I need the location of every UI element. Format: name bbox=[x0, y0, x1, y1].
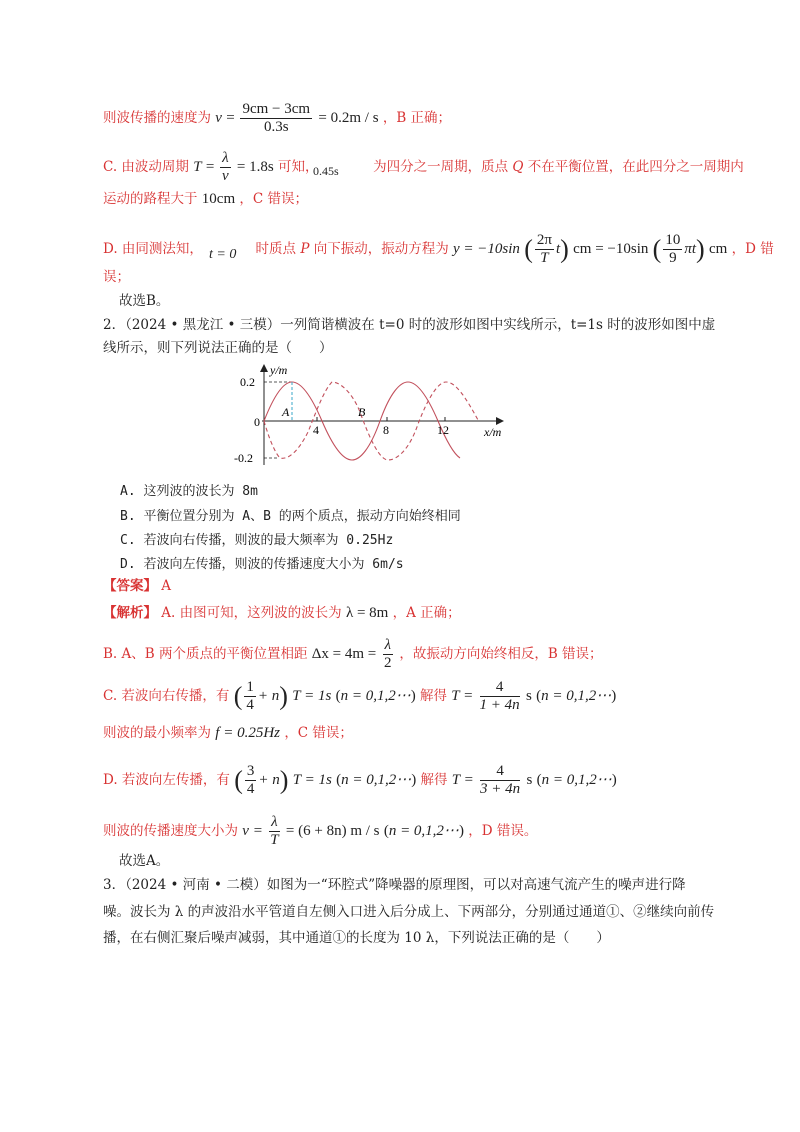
text: 则波的最小频率为 bbox=[103, 725, 211, 741]
y-tick-zero: 0 bbox=[254, 415, 260, 429]
text: 时质点 bbox=[255, 241, 297, 257]
point-B-label: B bbox=[358, 405, 366, 419]
omega-fraction bbox=[535, 232, 554, 267]
text: 不在平衡位置，在此四分之一周期内 bbox=[527, 159, 744, 175]
y-axis-arrow bbox=[260, 364, 268, 372]
wave-figure bbox=[228, 362, 518, 472]
text: ，C 错误； bbox=[239, 191, 309, 207]
q2-conclusion bbox=[119, 851, 169, 871]
text: 可知， bbox=[277, 159, 319, 175]
time-zero: t = 0 bbox=[209, 247, 237, 262]
answer-tag: 【答案】 bbox=[103, 578, 157, 594]
text: 解得 bbox=[420, 688, 447, 704]
y-axis-label: y/m bbox=[270, 363, 288, 377]
analysis-a-line bbox=[103, 603, 461, 623]
time-quarter-period: 0.45s bbox=[313, 164, 339, 178]
text: C. 若波向右传播，有 bbox=[103, 688, 230, 704]
answer-value: A bbox=[161, 578, 172, 594]
distance-math: Δx = 4m = bbox=[311, 646, 377, 662]
option-c: C. 若波向右传播，则波的最大频率为 0.25Hz bbox=[120, 533, 394, 548]
frac-num: 10 bbox=[665, 232, 681, 248]
text: ，D 错 bbox=[731, 241, 774, 257]
text: 2．（2024 • 黑龙江 • 三模）一列简谐横波在 t=0 时的波形如图中实线所示，t=1s 时的波形如图中虚 bbox=[103, 317, 716, 333]
equation-part: πt bbox=[684, 241, 697, 257]
math-T: T = bbox=[451, 772, 474, 788]
x-tick-12: 12 bbox=[437, 423, 449, 437]
analysis-d-line2: 则波的传播速度大小为 v = $\frac{\lambda}{T}$ = (6 + 8n) m / s (n = 0,1,2⋯) ，D 错误。 bbox=[103, 814, 538, 848]
period-solution-fraction-2 bbox=[480, 763, 520, 798]
speed-eq: = (6 + 8n) m / s bbox=[285, 823, 380, 839]
text: B. A、B 两个质点的平衡位置相距 bbox=[103, 646, 308, 662]
text: C. 由波动周期 bbox=[103, 159, 189, 175]
half-wavelength-fraction bbox=[383, 637, 394, 672]
text: A. 由图可知，这列波的波长为 bbox=[161, 605, 342, 621]
text: ，A 正确； bbox=[392, 605, 461, 621]
point-A-label: A bbox=[282, 405, 290, 419]
equation-part: y = −10sin bbox=[453, 241, 520, 257]
frac-num: 4 bbox=[480, 763, 520, 781]
solution-d-line2 bbox=[103, 267, 130, 287]
unit-s: s bbox=[526, 772, 533, 788]
x-tick-4: 4 bbox=[313, 423, 319, 437]
equation-unit: cm bbox=[709, 241, 728, 257]
analysis-d-line: D. 若波向左传播，有 ( $\frac{3}{4}$ + n) T = 1s (n = 0,1,2⋯) 解得 T = $\frac{4}{3 + 4n}$ s (n = 0,1,2⋯) bbox=[103, 763, 617, 797]
text: 3．（2024 • 河南 • 二模）如图为一“环腔式”降噪器的原理图，可以对高速气流产生的噪声进行降 bbox=[103, 877, 686, 893]
period-eq: T = 1s bbox=[292, 772, 332, 788]
omega-fraction-2 bbox=[663, 232, 682, 267]
speed-fraction bbox=[269, 814, 280, 849]
text: ，D 错误。 bbox=[468, 823, 538, 839]
frac-num: 1 bbox=[246, 679, 254, 695]
frac-num: λ bbox=[271, 814, 278, 830]
frac-num: 9cm − 3cm bbox=[242, 101, 311, 117]
frac-den: T bbox=[270, 832, 279, 848]
equation-part: cm = −10sin bbox=[573, 241, 649, 257]
text: 播，在右侧汇聚后噪声减弱，其中通道①的长度为 10 λ，下列说法正确的是（ ） bbox=[103, 930, 610, 946]
q2-stem-line1 bbox=[103, 315, 715, 335]
period-eq: T = 1s bbox=[292, 688, 332, 704]
point-P: P bbox=[300, 241, 310, 257]
solution-d-line: D. 由同测法知， 时质点 P 向下振动，振动方程为 y = −10sin ( $\frac{2\pi}{T}$ t) cm = −10sin ( $\frac{10}{9}$ πt) cm ，D 错 bbox=[103, 232, 774, 266]
frac-den: 9 bbox=[669, 250, 677, 266]
n-range: n = 0,1,2⋯ bbox=[341, 772, 412, 788]
frac-den: T bbox=[540, 250, 549, 266]
frac-num: 2π bbox=[536, 232, 552, 248]
math-T: T = bbox=[451, 688, 474, 704]
frac-num: 4 bbox=[480, 679, 520, 697]
quarter-fraction bbox=[244, 679, 256, 714]
text: 为四分之一周期，质点 bbox=[373, 159, 509, 175]
y-tick-top: 0.2 bbox=[240, 375, 255, 389]
n-range: n = 0,1,2⋯ bbox=[541, 688, 612, 704]
math-T: T bbox=[193, 159, 202, 175]
frac-den: 4 bbox=[246, 697, 254, 713]
frac-num: 3 bbox=[246, 763, 255, 779]
q3-stem-line3 bbox=[103, 928, 610, 948]
option-a: A. 这列波的波长为 8m bbox=[120, 484, 258, 499]
frac-den: 1 + 4n bbox=[479, 697, 520, 713]
math-v: v = bbox=[242, 823, 263, 839]
period-fraction bbox=[220, 150, 231, 185]
text: 故选A。 bbox=[119, 853, 170, 869]
solution-b-line: 则波传播的速度为 v = $\frac{9cm - 3cm}{0.3s}$ = 0.2m / s ，B 正确； bbox=[103, 101, 452, 135]
analysis-c-line: C. 若波向右传播，有 ( $\frac{1}{4}$ + n) T = 1s (n = 0,1,2⋯) 解得 T = $\frac{4}{1 + 4n}$ s (n = 0,1,2⋯) bbox=[103, 679, 617, 713]
frac-num: λ bbox=[222, 150, 229, 166]
distance-value: 10cm bbox=[201, 191, 236, 207]
text: D. 由同测法知， bbox=[103, 241, 203, 257]
y-tick-bottom: -0.2 bbox=[234, 451, 253, 465]
frac-den: 4 bbox=[246, 781, 255, 797]
wavelength-math: λ = 8m bbox=[345, 605, 389, 621]
frac-den: 0.3s bbox=[264, 119, 289, 135]
solution-c-line: C. 由波动周期 T = $\frac{\lambda}{v}$ = 1.8s 可知， 为四分之一周期，质点 Q 不在平衡位置，在此四分之一周期内 bbox=[103, 150, 744, 184]
solution-c-line2 bbox=[103, 189, 308, 209]
q3-stem-line2 bbox=[103, 902, 714, 922]
x-axis-arrow bbox=[496, 417, 504, 425]
frac-num: λ bbox=[384, 637, 392, 653]
text: D. 若波向左传播，有 bbox=[103, 772, 230, 788]
velocity-result: = 0.2m / s bbox=[318, 110, 379, 126]
n-range: n = 0,1,2⋯ bbox=[541, 772, 612, 788]
option-b: B. 平衡位置分别为 A、B 的两个质点，振动方向始终相同 bbox=[120, 509, 461, 524]
q3-stem-line1 bbox=[103, 875, 686, 895]
text: 故选B。 bbox=[119, 293, 170, 309]
text: 运动的路程大于 bbox=[103, 191, 198, 207]
analysis-tag: 【解析】 bbox=[103, 605, 157, 621]
text: 向下振动，振动方程为 bbox=[313, 241, 449, 257]
q2-stem-line2 bbox=[103, 338, 333, 358]
frac-den: 2 bbox=[384, 655, 392, 671]
math-n: + n bbox=[257, 688, 280, 704]
point-Q: Q bbox=[512, 159, 524, 175]
math-v: v bbox=[215, 110, 222, 126]
three-quarter-fraction bbox=[245, 763, 257, 798]
x-tick-8: 8 bbox=[383, 423, 389, 437]
period-value: = 1.8s bbox=[236, 159, 274, 175]
text: ，B 正确； bbox=[382, 110, 452, 126]
text: 则波的传播速度大小为 bbox=[103, 823, 238, 839]
frac-den: 3 + 4n bbox=[480, 781, 521, 797]
n-range: n = 0,1,2⋯ bbox=[340, 688, 411, 704]
text: 噪。波长为 λ 的声波沿水平管道自左侧入口进入后分成上、下两部分，分别通过通道①、②继续向前传 bbox=[103, 904, 715, 920]
analysis-c-line2 bbox=[103, 723, 353, 743]
period-solution-fraction bbox=[480, 679, 520, 714]
frac-den: v bbox=[222, 168, 229, 184]
option-d: D. 若波向左传播，则波的传播速度大小为 6m/s bbox=[120, 557, 404, 572]
n-range: n = 0,1,2⋯ bbox=[388, 823, 459, 839]
text: 则波传播的速度为 bbox=[103, 110, 211, 126]
text: 解得 bbox=[420, 772, 448, 788]
answer-line bbox=[103, 576, 171, 596]
velocity-fraction bbox=[240, 101, 312, 136]
analysis-b-line bbox=[103, 637, 603, 672]
text: ，C 错误； bbox=[284, 725, 353, 741]
frequency-math: f = 0.25Hz bbox=[215, 725, 281, 741]
math-n: + n bbox=[258, 772, 280, 788]
x-axis-label: x/m bbox=[484, 425, 502, 439]
text: ，故振动方向始终相反，B 错误； bbox=[399, 646, 603, 662]
solution1-conclusion bbox=[119, 291, 169, 311]
unit-s: s bbox=[525, 688, 532, 704]
text: 线所示，则下列说法正确的是（ ） bbox=[103, 340, 333, 356]
text: 误； bbox=[103, 269, 130, 285]
